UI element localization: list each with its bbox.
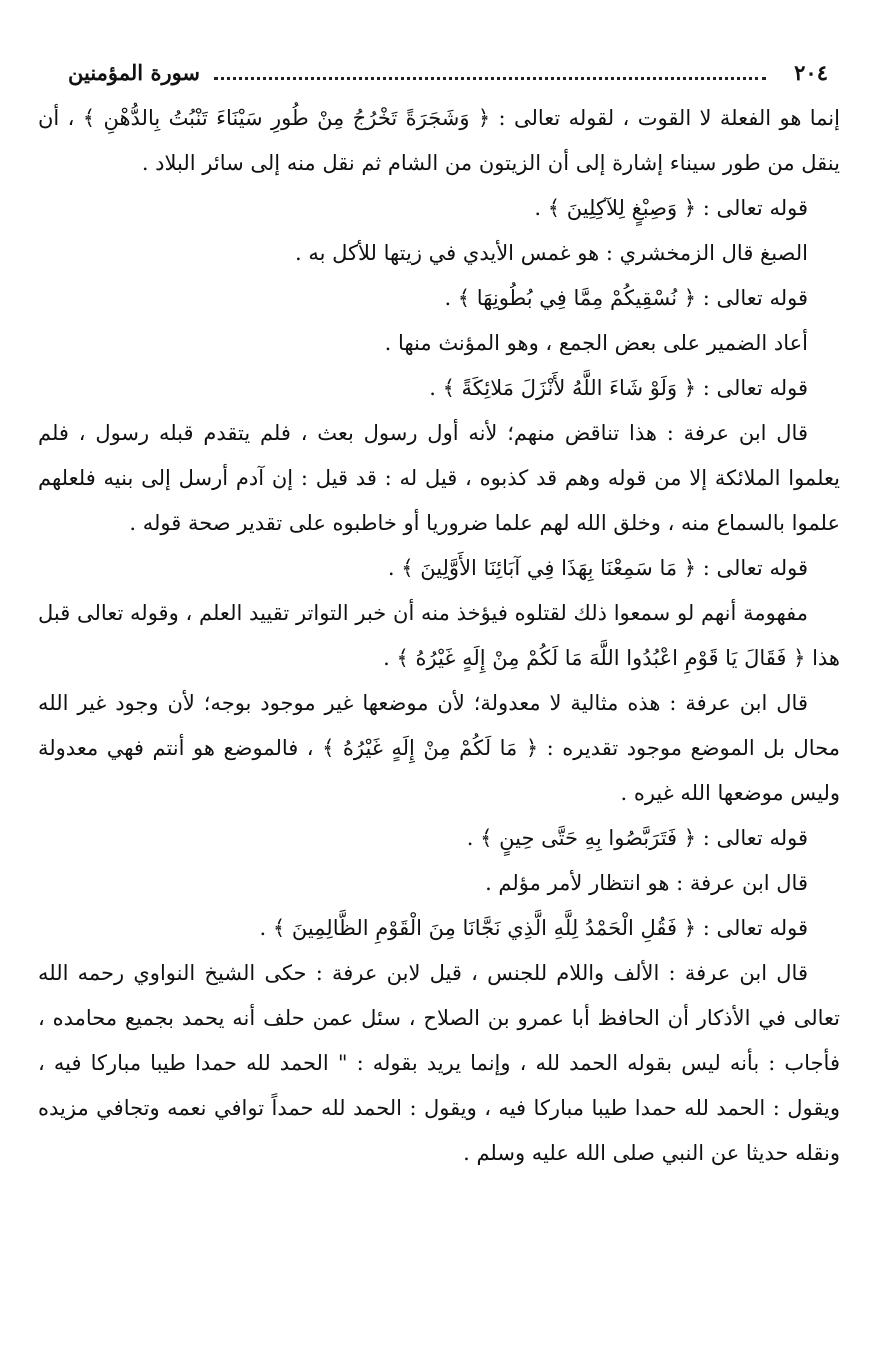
- page-number: ٢٠٤: [794, 60, 828, 85]
- verse-heading: قوله تعالى : ﴿ فَتَرَبَّصُوا بِهِ حَتَّى حِينٍ ﴾ .: [466, 826, 808, 850]
- paragraph: قال ابن عرفة : هذه مثالية لا معدولة؛ لأن موضعها غير موجود بوجه؛ لأن وجود غير الله محال بل الموضع موجود تقديره : ﴿ مَا لَكُمْ مِنْ إِلَهٍ غَيْرُهُ ﴾ ، فالموضع هو أنتم فهي معدولة وليس موضعها الله غيره .: [38, 691, 840, 805]
- verse-heading: قوله تعالى : ﴿ وَلَوْ شَاءَ اللَّهُ لأَنْزَلَ مَلائِكَةً ﴾ .: [429, 376, 808, 400]
- paragraph: قال ابن عرفة : الألف واللام للجنس ، قيل لابن عرفة : حكى الشيخ النواوي رحمه الله تعالى في الأذكار أن الحافظ أبا عمرو بن الصلاح ، سئل عمن حلف أنه يحمد بجميع محامده ، فأجاب : بأنه ليس بقوله الحمد لله ، وإنما يريد بقوله : " الحمد لله حمدا طيبا مباركا فيه ، ويقول : الحمد لله حمدا طيبا مباركا فيه ، ويقول : الحمد لله حمداً توافي نعمه وتجافي مزيده ونقله حديثا عن النبي صلى الله عليه وسلم .: [38, 961, 840, 1165]
- verse-heading: قوله تعالى : ﴿ مَا سَمِعْنَا بِهَذَا فِي آبَائِنَا الأَوَّلِينَ ﴾ .: [387, 556, 808, 580]
- paragraph: أعاد الضمير على بعض الجمع ، وهو المؤنث منها .: [384, 331, 808, 355]
- paragraph: قال ابن عرفة : هو انتظار لأمر مؤلم .: [485, 871, 808, 895]
- verse-heading: قوله تعالى : ﴿ فَقُلِ الْحَمْدُ لِلَّهِ الَّذِي نَجَّانَا مِنَ الْقَوْمِ الظَّالِمِينَ ﴾ .: [259, 916, 808, 940]
- book-page: [38, 60, 840, 1176]
- verse-heading: قوله تعالى : ﴿ وَصِبْغٍ لِلآكِلِينَ ﴾ .: [534, 196, 808, 220]
- paragraph: الصبغ قال الزمخشري : هو غمس الأيدي في زيتها للأكل به .: [294, 241, 808, 265]
- header-dotted-rule: [214, 77, 766, 80]
- paragraph: مفهومة أنهم لو سمعوا ذلك لقتلوه فيؤخذ منه أن خبر التواتر تقييد العلم ، وقوله تعالى قبل هذا ﴿ فَقَالَ يَا قَوْمِ اعْبُدُوا اللَّهَ مَا لَكُمْ مِنْ إِلَهٍ غَيْرُهُ ﴾ .: [38, 601, 840, 670]
- verse-heading: قوله تعالى : ﴿ نُسْقِيكُمْ مِمَّا فِي بُطُونِهَا ﴾ .: [444, 286, 808, 310]
- paragraph: إنما هو الفعلة لا القوت ، لقوله تعالى : ﴿ وَشَجَرَةً تَخْرُجُ مِنْ طُورِ سَيْنَاءَ تَنْبُتُ بِالدُّهْنِ ﴾ ، أن ينقل من طور سيناء إشارة إلى أن الزيتون من الشام ثم نقل منه إلى سائر البلاد .: [38, 106, 840, 175]
- paragraph: قال ابن عرفة : هذا تناقض منهم؛ لأنه أول رسول بعث ، فلم يتقدم قبله رسول ، فلم يعلموا الملائكة إلا من قوله وهم قد كذبوه ، قيل له : قد قيل : إن آدم أرسل إلى بنيه فلعلهم علموا بالسماع منه ، وخلق الله لهم علما ضروريا أو خاطبوه على تقدير صحة قوله .: [38, 421, 840, 535]
- running-title: سورة المؤمنين: [68, 60, 201, 85]
- page-header: [38, 60, 840, 94]
- page-body: [38, 96, 840, 1176]
